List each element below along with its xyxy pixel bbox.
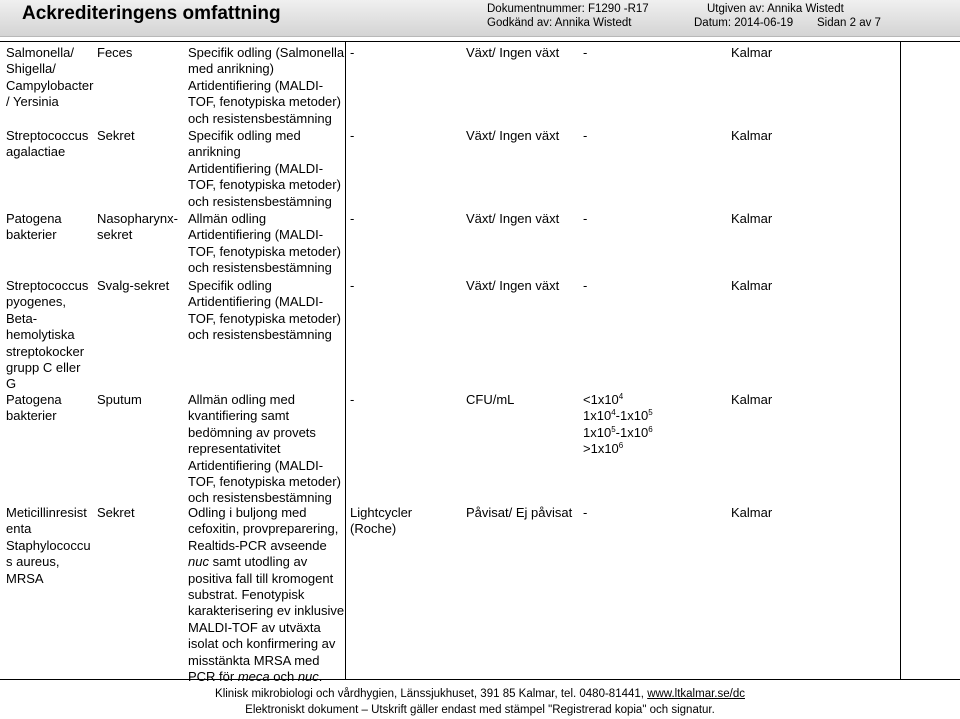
- organism-cell: Patogena bakterier: [6, 211, 62, 243]
- sample-cell: Sekret: [97, 505, 135, 520]
- range-cell: -: [583, 211, 588, 226]
- location-cell: Kalmar: [731, 211, 773, 226]
- document-header: [0, 0, 960, 37]
- instrument-cell: -: [350, 278, 355, 293]
- document-date: Datum: 2014-06-19: [694, 17, 794, 29]
- instrument-cell: -: [350, 211, 355, 226]
- footer-address: Klinisk mikrobiologi och vårdhygien, Länssjukhuset, 391 85 Kalmar, tel. 0480-81441, www.ltkalmar.se/dc: [215, 688, 745, 700]
- result-cell: CFU/mL: [466, 392, 515, 407]
- range-cell: $<1x10^4$ $1x10^4-1x10^5$ $1x10^5-1x10^6$ $>1x10^6$: [583, 392, 653, 457]
- location-cell: Kalmar: [731, 45, 773, 60]
- document-title: Ackrediteringens omfattning: [22, 3, 281, 24]
- organism-cell: Salmonella/ Shigella/ Campylobacter / Yersinia: [6, 45, 94, 110]
- organism-cell: Streptococcus agalactiae: [6, 128, 89, 160]
- instrument-cell: -: [350, 45, 355, 60]
- range-cell: -: [583, 505, 588, 520]
- location-cell: Kalmar: [731, 128, 773, 143]
- organism-cell: Meticillinresist enta Staphylococcu s aureus, MRSA: [6, 505, 91, 586]
- organism-cell: Patogena bakterier: [6, 392, 62, 424]
- page-number: Sidan 2 av 7: [817, 17, 881, 29]
- result-cell: Växt/ Ingen växt: [466, 278, 560, 293]
- column-divider: [345, 41, 346, 680]
- instrument-cell: -: [350, 392, 355, 407]
- organism-cell: Streptococcus pyogenes, Beta- hemolytiska streptokocker grupp C eller G: [6, 278, 89, 392]
- range-cell: -: [583, 128, 588, 143]
- result-cell: Växt/ Ingen växt: [466, 45, 560, 60]
- document-number: Dokumentnummer: F1290 -R17: [487, 3, 649, 15]
- location-cell: Kalmar: [731, 278, 773, 293]
- sample-cell: Sputum: [97, 392, 142, 407]
- method-cell: Allmän odling Artidentifiering (MALDI- TOF, fenotypiska metoder) och resistensbestämning: [188, 211, 341, 276]
- method-cell: Specifik odling (Salmonella med anrikning) Artidentifiering (MALDI- TOF, fenotypiska metoder) och resistensbestämning: [188, 45, 345, 126]
- method-cell: Odling i buljong med cefoxitin, provpreparering, Realtids-PCR avseende nuc samt utodling av positiva fall till kromogent substrat. Fenotypisk karakterisering ev inklusive MALDI-TOF av utväxta isolat och konfirmering av misstänkta MRSA med PCR för meca och nuc.: [188, 505, 345, 685]
- instrument-cell: Lightcycler (Roche): [350, 505, 413, 537]
- footer-website-link[interactable]: www.ltkalmar.se/dc: [647, 688, 745, 700]
- result-cell: Växt/ Ingen växt: [466, 128, 560, 143]
- approved-by: Godkänd av: Annika Wistedt: [487, 17, 632, 29]
- sample-cell: Feces: [97, 45, 133, 60]
- instrument-cell: -: [350, 128, 355, 143]
- result-cell: Påvisat/ Ej påvisat: [466, 505, 573, 520]
- column-divider: [900, 41, 901, 680]
- location-cell: Kalmar: [731, 505, 773, 520]
- method-cell: Allmän odling med kvantifiering samt bedömning av provets representativitet Artidentifiering (MALDI- TOF, fenotypiska metoder) och resistensbestämning: [188, 392, 341, 506]
- location-cell: Kalmar: [731, 392, 773, 407]
- sample-cell: Svalg-sekret: [97, 278, 170, 293]
- sample-cell: Nasopharynx- sekret: [97, 211, 178, 243]
- sample-cell: Sekret: [97, 128, 135, 143]
- published-by: Utgiven av: Annika Wistedt: [707, 3, 844, 15]
- footer-disclaimer: Elektroniskt dokument – Utskrift gäller endast med stämpel "Registrerad kopia" och signatur.: [245, 704, 715, 716]
- result-cell: Växt/ Ingen växt: [466, 211, 560, 226]
- range-cell: -: [583, 278, 588, 293]
- method-cell: Specifik odling Artidentifiering (MALDI- TOF, fenotypiska metoder) och resistensbestämning: [188, 278, 341, 343]
- range-cell: -: [583, 45, 588, 60]
- method-cell: Specifik odling med anrikning Artidentifiering (MALDI- TOF, fenotypiska metoder) och resistensbestämning: [188, 128, 341, 209]
